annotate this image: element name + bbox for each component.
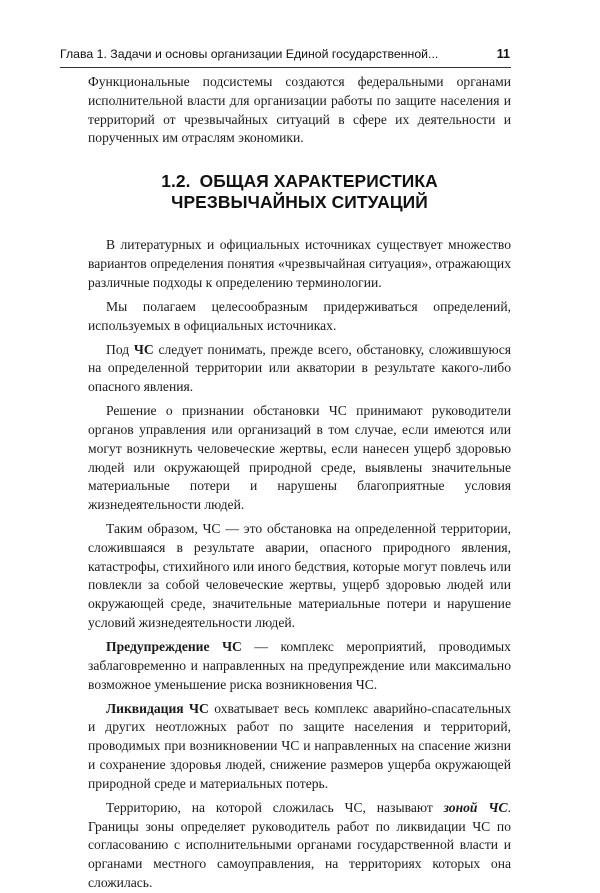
paragraph-zone [88, 799, 511, 893]
term-zone: зоной ЧС [443, 799, 508, 815]
section-number: 1.2. [161, 171, 191, 192]
paragraph-emergency-definition [88, 341, 511, 397]
paragraph-definitions: В литературных и официальных источниках существует множество вариантов определения понятия «чрезвычайная ситуация», отражающих различные подходы к определению терминологии. [88, 237, 511, 290]
paragraph-lead: Территорию, на которой сложилась ЧС, называют [106, 799, 444, 815]
running-head [60, 47, 510, 61]
section-heading [88, 171, 511, 213]
term-prevention: Предупреждение ЧС [106, 639, 242, 655]
paragraph-prevention [88, 638, 511, 694]
paragraph-lead: Под [106, 341, 134, 357]
intro-paragraph: Функциональные подсистемы создаются федеральными органами исполнительной власти для организации работы по защите населения и территорий от чрезвычайных ситуаций в сфере их деятельности и порученных им отраслям экономики. [88, 74, 511, 146]
paragraph-rest: . Границы зоны определяет руководитель работ по ликвидации ЧС по согласованию с исполнительными органами государственной власти и органами местного самоуправления, на территориях которых она сложилась. [88, 799, 511, 890]
paragraph-decision: Решение о признании обстановки ЧС принимают руководители органов управления или организаций в том случае, если имеются или могут возникнуть человеческие жертвы, если нанесен ущерб здоровью людей или окружающей природной среде, выявлены значительные материальные потери и нарушены благоприятные условия жизнедеятельности людей. [88, 403, 511, 513]
section-title: ОБЩАЯ ХАРАКТЕРИСТИКА ЧРЕЗВЫЧАЙНЫХ СИТУАЦИЙ [171, 171, 438, 213]
paragraph-summary: Таким образом, ЧС — это обстановка на определенной территории, сложившаяся в результате аварии, опасного природного явления, катастрофы, стихийного или иного бедствия, которые могут повлечь или повлекли за собой человеческие жертвы, ущерб здоровью людей или окружающей среде, значительные материальные потери и нарушение условий жизнедеятельности людей. [88, 521, 511, 631]
paragraph-liquidation [88, 700, 511, 794]
paragraph-rest: следует понимать, прежде всего, обстановку, сложившуюся на определенной территории или акватории в результате какого-либо опасного явления. [88, 341, 512, 395]
paragraph-rest: охватывает весь комплекс аварийно-спасательных и других неотложных работ по защите населения и территорий, проводимых при возникновении ЧС и направленных на спасение жизни и сохранение здоровья людей, снижение размеров ущерба окружающей природной среде и материальных потерь. [88, 700, 511, 791]
text-body [88, 73, 511, 893]
running-head-title: Глава 1. Задачи и основы организации Единой государственной... [60, 47, 439, 61]
term-chs: ЧС [133, 341, 154, 357]
header-divider [60, 67, 511, 68]
page-number: 11 [496, 47, 510, 61]
paragraph-rest: — комплекс мероприятий, проводимых заблаговременно и направленных на предупреждение или максимально возможное уменьшение риска возникновения ЧС. [88, 639, 511, 692]
paragraph-official-sources: Мы полагаем целесообразным придерживаться определений, используемых в официальных источниках. [88, 298, 511, 333]
term-liquidation: Ликвидация ЧС [106, 700, 209, 716]
